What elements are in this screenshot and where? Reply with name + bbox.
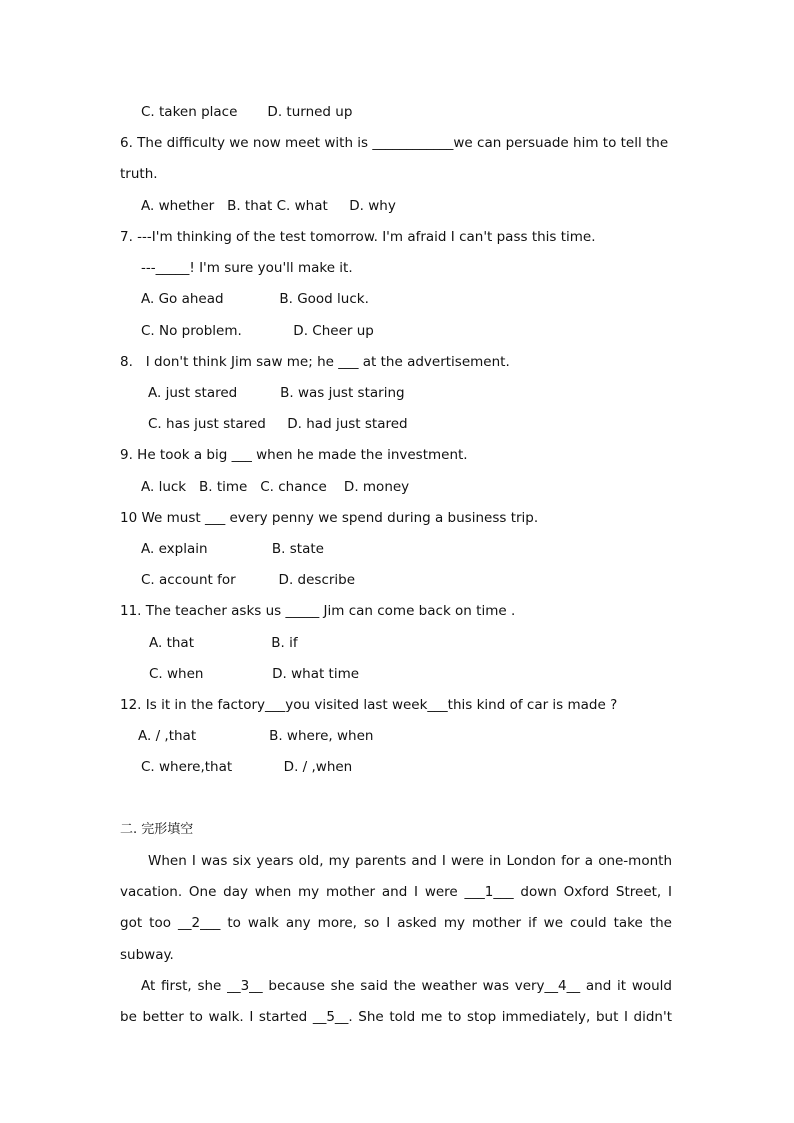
q6-stem: 6. The difficulty we now meet with is ____________we can persuade him to tell the [120, 135, 669, 151]
q12-options-ab: A. / ,that B. where, when [138, 728, 374, 744]
section-heading: 二. 完形填空 [120, 822, 194, 837]
passage-line-2: vacation. One day when my mother and I were ___1___ down Oxford Street, I [120, 884, 672, 900]
q11-options-cd: C. when D. what time [149, 666, 360, 682]
q7-reply: ---_____! I'm sure you'll make it. [141, 260, 353, 276]
passage-line-4: subway. [120, 947, 174, 963]
q5-options-cd: C. taken place D. turned up [141, 104, 353, 120]
q8-options-ab: A. just stared B. was just staring [148, 385, 405, 401]
passage-line-1: When I was six years old, my parents and I were in London for a one-month [148, 853, 672, 869]
passage-line-6: be better to walk. I started __5__. She told me to stop immediately, but I didn't [120, 1009, 672, 1025]
q10-options-cd: C. account for D. describe [141, 572, 356, 588]
q7-stem: 7. ---I'm thinking of the test tomorrow. I'm afraid I can't pass this time. [120, 229, 596, 245]
q6-options: A. whether B. that C. what D. why [141, 198, 396, 214]
q10-stem: 10 We must ___ every penny we spend during a business trip. [120, 510, 539, 526]
q10-options-ab: A. explain B. state [141, 541, 324, 557]
passage-line-3: got too __2___ to walk any more, so I asked my mother if we could take the [120, 915, 672, 931]
q7-options-cd: C. No problem. D. Cheer up [141, 323, 374, 339]
q9-stem: 9. He took a big ___ when he made the investment. [120, 447, 468, 463]
q8-stem: 8. I don't think Jim saw me; he ___ at the advertisement. [120, 354, 510, 370]
q11-options-ab: A. that B. if [149, 635, 298, 651]
q12-options-cd: C. where,that D. / ,when [141, 759, 353, 775]
q7-options-ab: A. Go ahead B. Good luck. [141, 291, 369, 307]
q8-options-cd: C. has just stared D. had just stared [148, 416, 408, 432]
q11-stem: 11. The teacher asks us _____ Jim can come back on time . [120, 603, 516, 619]
passage-line-5: At first, she __3__ because she said the weather was very__4__ and it would [141, 978, 672, 994]
q12-stem: 12. Is it in the factory___you visited last week___this kind of car is made ? [120, 697, 618, 713]
q9-options: A. luck B. time C. chance D. money [141, 479, 410, 495]
q6-stem-cont: truth. [120, 166, 158, 182]
